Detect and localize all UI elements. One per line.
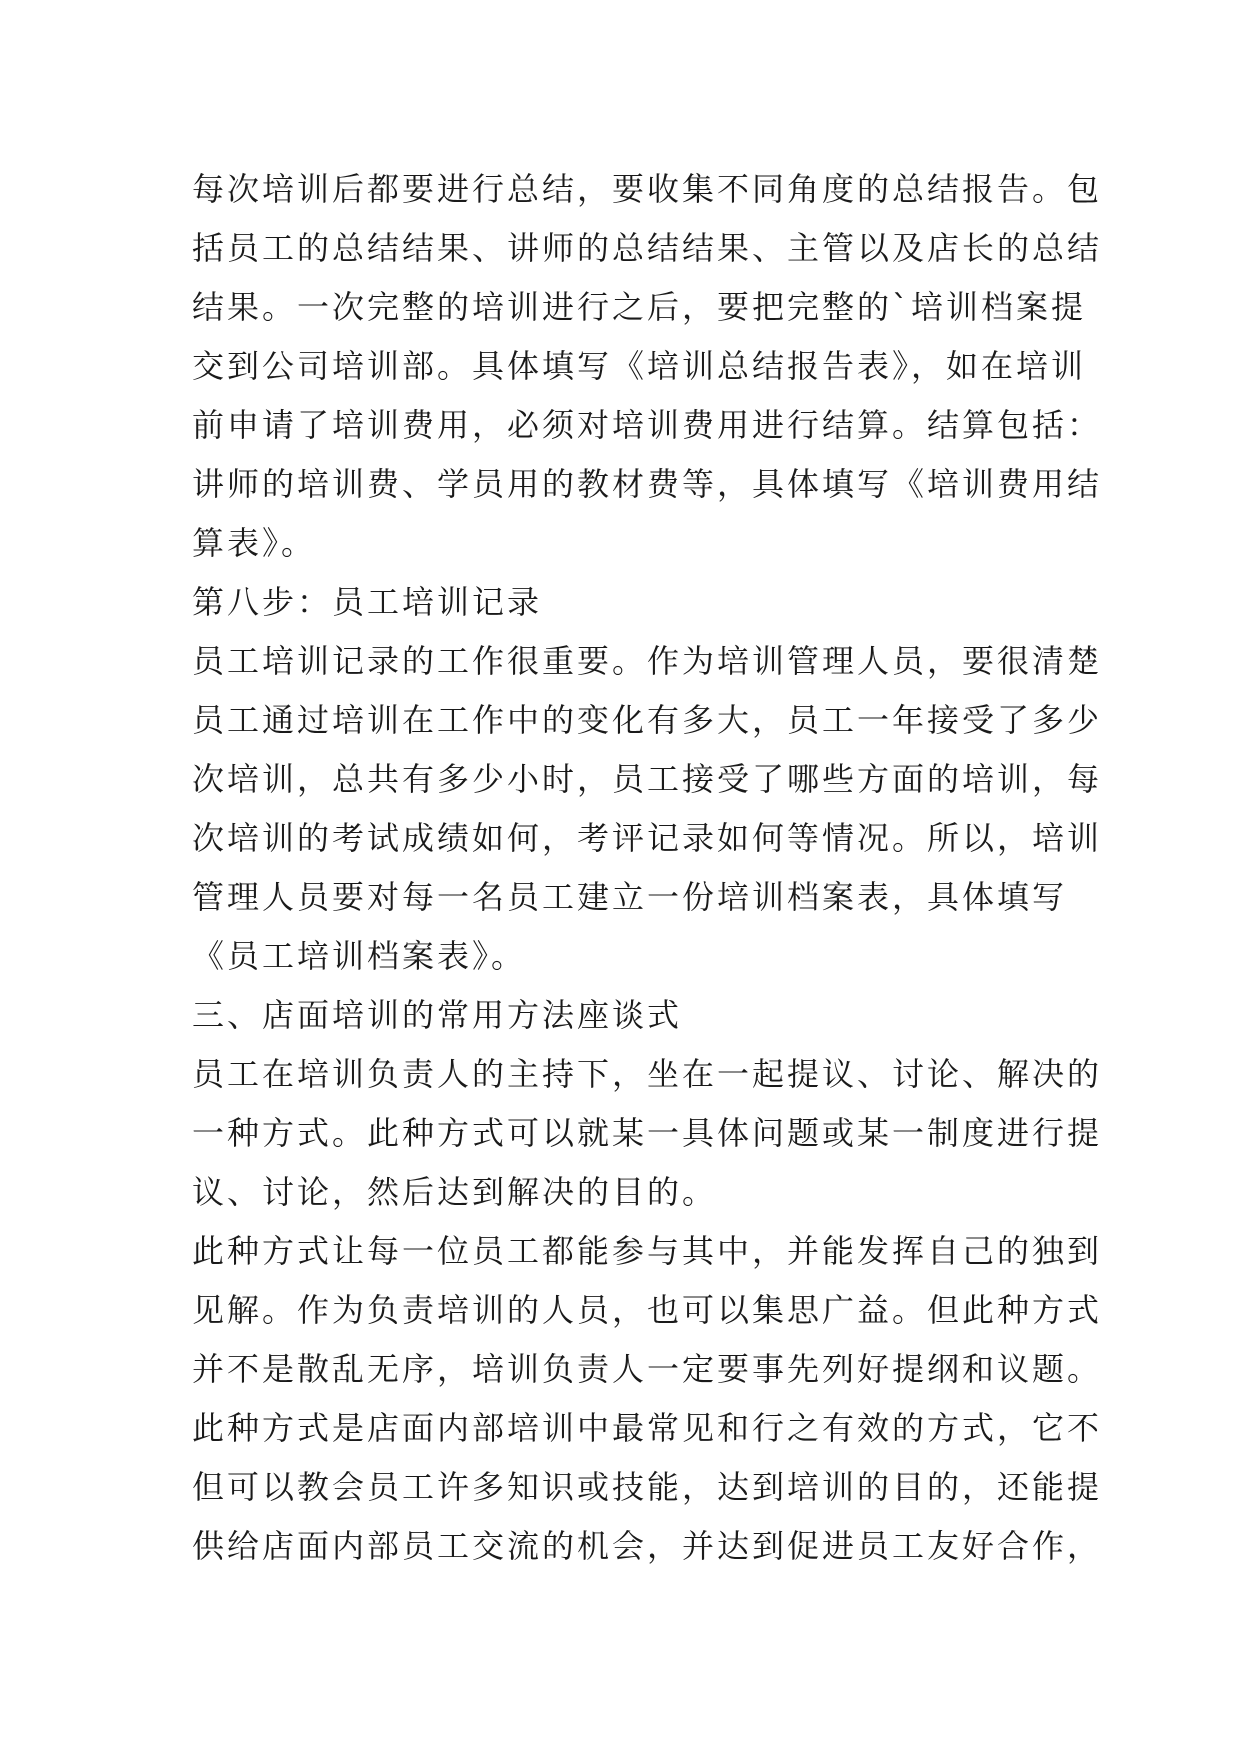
- text-line: 括员工的总结结果、讲师的总结结果、主管以及店长的总结: [192, 229, 1103, 267]
- text-line: 一种方式。此种方式可以就某一具体问题或某一制度进行提: [192, 1114, 1103, 1152]
- text-line: 前申请了培训费用，必须对培训费用进行结算。结算包括：: [192, 406, 1103, 444]
- text-line: 员工培训记录的工作很重要。作为培训管理人员，要很清楚: [192, 642, 1103, 680]
- text-line: 员工在培训负责人的主持下，坐在一起提议、讨论、解决的: [192, 1055, 1103, 1093]
- text-line: 讲师的培训费、学员用的教材费等，具体填写《培训费用结: [192, 465, 1103, 503]
- section-heading: 三、店面培训的常用方法座谈式: [192, 996, 683, 1034]
- text-line: 员工通过培训在工作中的变化有多大，员工一年接受了多少: [192, 701, 1103, 739]
- text-line: 次培训，总共有多少小时，员工接受了哪些方面的培训，每: [192, 760, 1103, 798]
- text-line: 供给店面内部员工交流的机会，并达到促进员工友好合作，: [192, 1527, 1103, 1565]
- text-line: 但可以教会员工许多知识或技能，达到培训的目的，还能提: [192, 1468, 1103, 1506]
- text-line: 议、讨论，然后达到解决的目的。: [192, 1173, 718, 1211]
- text-line: 《员工培训档案表》。: [192, 937, 527, 975]
- text-line: 交到公司培训部。具体填写《培训总结报告表》，如在培训: [192, 347, 1087, 385]
- text-line: 此种方式让每一位员工都能参与其中，并能发挥自己的独到: [192, 1232, 1103, 1270]
- text-line: 每次培训后都要进行总结，要收集不同角度的总结报告。包: [192, 170, 1103, 208]
- body-text: [192, 160, 1103, 1576]
- text-line: 此种方式是店面内部培训中最常见和行之有效的方式，它不: [192, 1409, 1103, 1447]
- text-line: 次培训的考试成绩如何，考评记录如何等情况。所以，培训: [192, 819, 1103, 857]
- text-line: 见解。作为负责培训的人员，也可以集思广益。但此种方式: [192, 1291, 1103, 1329]
- text-line: 算表》。: [192, 524, 317, 562]
- text-line: 并不是散乱无序，培训负责人一定要事先列好提纲和议题。: [192, 1350, 1103, 1388]
- text-line: 管理人员要对每一名员工建立一份培训档案表，具体填写: [192, 878, 1068, 916]
- section-heading: 第八步：员工培训记录: [192, 583, 543, 621]
- text-line: 结果。一次完整的培训进行之后，要把完整的`培训档案提: [192, 288, 1087, 326]
